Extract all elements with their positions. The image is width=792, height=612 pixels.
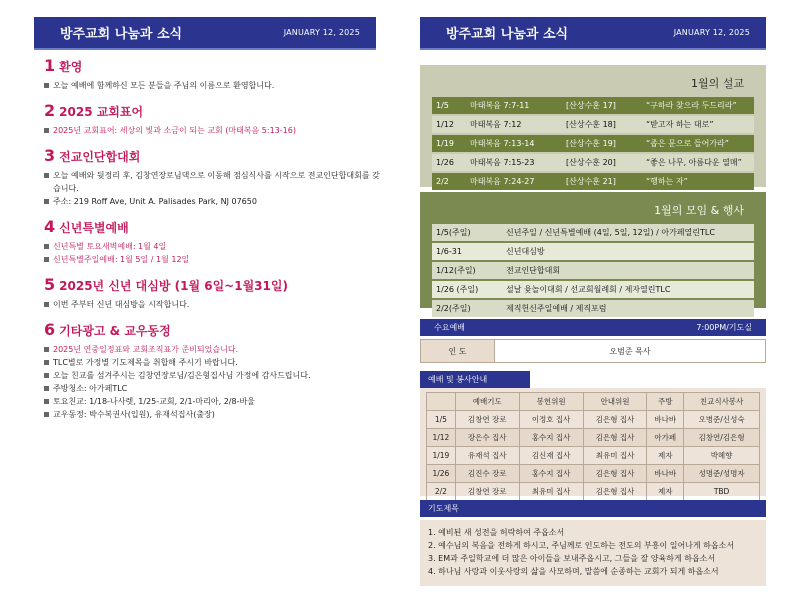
section-heading	[44, 217, 384, 236]
sermon-cell: 1/26	[436, 158, 454, 167]
sermon-cell: 2/2	[436, 177, 449, 186]
sermon-cell: “좋은 나무, 아름다운 열매”	[646, 158, 742, 167]
table-cell: 김진수 장로	[455, 465, 519, 483]
worship-label: 수요예배	[434, 323, 465, 332]
section-heading	[44, 56, 384, 75]
section-items	[44, 79, 384, 92]
worship-bar	[420, 319, 766, 336]
section-heading	[44, 146, 384, 165]
section-number: 4	[44, 217, 56, 236]
table-cell: 홍수지 집사	[519, 465, 583, 483]
section-items	[44, 240, 384, 266]
section-heading	[44, 101, 384, 120]
table-cell: 김은형 집사	[583, 429, 647, 447]
bulletin-date: JANUARY 12, 2025	[673, 28, 750, 37]
section-title: 2025 교회표어	[59, 105, 144, 119]
worship-leader-row	[420, 339, 766, 363]
column-header: 봉헌위원	[519, 393, 583, 411]
section-number: 1	[44, 56, 56, 75]
table-cell: TBD	[684, 483, 760, 501]
table-cell: 1/26	[427, 465, 456, 483]
event-row	[432, 224, 754, 241]
list-item: 오늘 예배에 함께하신 모든 분들을 주님의 이름으로 환영합니다.	[44, 79, 384, 92]
column-header: 안내위원	[583, 393, 647, 411]
table-cell: 1/19	[427, 447, 456, 465]
list-item: 주소: 219 Roff Ave, Unit A. Palisades Park, NJ 07650	[44, 195, 384, 208]
section-title: 환영	[59, 60, 83, 74]
section-title: 전교인단합대회	[59, 150, 141, 164]
table-cell: 김창연 장로	[455, 483, 519, 501]
sermon-row	[432, 116, 754, 133]
prayer-box	[420, 520, 766, 586]
section-title: 신년특별예배	[59, 221, 129, 235]
prayer-bar	[420, 500, 766, 517]
section	[44, 146, 384, 208]
events-list	[420, 224, 766, 317]
service-bar	[420, 371, 530, 388]
section	[44, 275, 384, 311]
event-row	[432, 243, 754, 260]
section-number: 6	[44, 320, 56, 339]
table-row	[427, 429, 760, 447]
table-cell: 김창연/김은형	[684, 429, 760, 447]
table-cell: 최유미 집사	[583, 447, 647, 465]
prayer-item: 2. 예수님의 복음을 전하게 하시고, 주님께로 인도하는 전도의 부흥이 일어나게 하옵소서	[428, 541, 735, 550]
list-item: 토요친교: 1/18-나사렛, 1/25-교회, 2/1-마리아, 2/8-바울	[44, 395, 384, 408]
service-label: 예배 및 봉사안내	[428, 375, 488, 384]
section-number: 5	[44, 275, 56, 294]
right-header	[420, 17, 766, 50]
events-box	[420, 192, 766, 313]
service-box	[420, 388, 766, 496]
announcements	[44, 56, 384, 430]
prayer-item: 4. 하나님 사랑과 이웃사랑의 삶을 사모하며, 말씀에 순종하는 교회가 되게 하옵소서	[428, 567, 719, 576]
sermon-cell: 1/12	[436, 120, 454, 129]
list-item: TLC별로 가정별 기도제목을 취합해 주시기 바랍니다.	[44, 356, 384, 369]
table-cell: 김창연 장로	[455, 411, 519, 429]
sermon-cell: “구하라 찾으라 두드리라”	[646, 101, 737, 110]
event-date: 1/5(주일)	[436, 228, 471, 237]
service-table	[426, 392, 760, 501]
sermon-cell: 마태복음 7:13-14	[470, 139, 535, 148]
worship-role: 인 도	[420, 339, 495, 363]
section-number: 2	[44, 101, 56, 120]
table-cell: 1/12	[427, 429, 456, 447]
section-items	[44, 298, 384, 311]
list-item: 신년특별 토요새벽예배: 1월 4일	[44, 240, 384, 253]
list-item: 오늘 예배와 뒷정리 후, 김창연장로님댁으로 이동해 점심식사를 시작으로 전교인단합대회를 갖습니다.	[44, 169, 384, 195]
table-cell: 이정호 집사	[519, 411, 583, 429]
worship-leader: 오범준 목사	[495, 339, 766, 363]
sermon-cell: “좁은 문으로 들어가라”	[646, 139, 729, 148]
table-row	[427, 411, 760, 429]
section-items	[44, 343, 384, 421]
sermon-row	[432, 173, 754, 190]
column-header	[427, 393, 456, 411]
section-number: 3	[44, 146, 56, 165]
sermon-cell: 1/5	[436, 101, 449, 110]
section	[44, 217, 384, 266]
section-title: 기타광고 & 교우동정	[59, 324, 171, 338]
prayer-label: 기도제목	[428, 504, 459, 513]
table-cell: 바나바	[647, 465, 684, 483]
section	[44, 320, 384, 421]
event-desc: 제직헌신주일예배 / 제직포럼	[506, 304, 607, 313]
list-item: 이번 주부터 신년 대심방을 시작합니다.	[44, 298, 384, 311]
table-cell: 장은수 집사	[455, 429, 519, 447]
bulletin-title: 방주교회 나눔과 소식	[446, 27, 569, 42]
prayer-list	[420, 520, 766, 584]
table-cell: 김신재 집사	[519, 447, 583, 465]
table-row	[427, 483, 760, 501]
sermon-cell: 1/19	[436, 139, 454, 148]
section-title: 2025년 신년 대심방 (1월 6일~1월31일)	[59, 279, 288, 293]
sermon-list	[420, 97, 766, 190]
sermon-box	[420, 65, 766, 187]
table-cell: 1/5	[427, 411, 456, 429]
table-cell: 김은형 집사	[583, 483, 647, 501]
section-heading	[44, 320, 384, 339]
table-cell: 바나바	[647, 411, 684, 429]
list-item: 신년특별주일예배: 1월 5일 / 1월 12일	[44, 253, 384, 266]
list-item: 오늘 친교를 섬겨주시는 김창연장로님/김은형집사님 가정에 감사드립니다.	[44, 369, 384, 382]
event-row	[432, 262, 754, 279]
event-date: 2/2(주일)	[436, 304, 471, 313]
section	[44, 101, 384, 137]
column-header: 주방	[647, 393, 684, 411]
table-row	[427, 465, 760, 483]
column-header: 예배기도	[455, 393, 519, 411]
list-item: 주방청소: 아가페TLC	[44, 382, 384, 395]
bulletin-date: JANUARY 12, 2025	[283, 28, 360, 37]
table-cell: 제자	[647, 447, 684, 465]
event-date: 1/6-31	[436, 247, 462, 256]
event-row	[432, 300, 754, 317]
sermon-row	[432, 154, 754, 171]
column-header: 친교식사봉사	[684, 393, 760, 411]
event-date: 1/26 (주일)	[436, 285, 479, 294]
sermon-row	[432, 97, 754, 114]
table-cell: 아가페	[647, 429, 684, 447]
sermon-cell: “행하는 자”	[646, 177, 688, 186]
table-cell: 성명준/성명자	[684, 465, 760, 483]
sermon-cell: [산상수훈 20]	[566, 158, 616, 167]
bulletin-title: 방주교회 나눔과 소식	[60, 27, 183, 42]
table-cell: 김은형 집사	[583, 411, 647, 429]
section-items	[44, 169, 384, 208]
sermon-cell: 마태복음 7:24-27	[470, 177, 535, 186]
sermon-cell: 마태복음 7:7-11	[470, 101, 530, 110]
section	[44, 56, 384, 92]
worship-time: 7:00PM/기도실	[696, 323, 752, 332]
sermon-cell: 마태복음 7:12	[470, 120, 522, 129]
sermon-cell: [산상수훈 18]	[566, 120, 616, 129]
event-desc: 신년대심방	[506, 247, 545, 256]
events-title: 1월의 모임 & 행사	[654, 204, 744, 217]
table-cell: 최유미 집사	[519, 483, 583, 501]
table-header	[427, 393, 760, 411]
table-cell: 2/2	[427, 483, 456, 501]
sermon-cell: “받고자 하는 대로”	[646, 120, 714, 129]
sermon-cell: [산상수훈 21]	[566, 177, 616, 186]
table-cell: 김은형 집사	[583, 465, 647, 483]
sermon-cell: [산상수훈 17]	[566, 101, 616, 110]
event-desc: 전교인단합대회	[506, 266, 561, 275]
table-cell: 오병준/신성숙	[684, 411, 760, 429]
prayer-item: 1. 예비된 새 성전을 허락하여 주옵소서	[428, 528, 565, 537]
table-cell: 홍수지 집사	[519, 429, 583, 447]
list-item: 2025년 연중일정표와 교회조직표가 준비되었습니다.	[44, 343, 384, 356]
table-cell: 유재석 집사	[455, 447, 519, 465]
table-cell: 제자	[647, 483, 684, 501]
event-desc: 설날 윷놀이대회 / 선교회월례회 / 제자열린TLC	[506, 285, 671, 294]
list-item: 2025년 교회표어: 세상의 빛과 소금이 되는 교회 (마태복음 5:13-16)	[44, 124, 384, 137]
sermon-cell: 마태복음 7:15-23	[470, 158, 535, 167]
list-item: 교우동정: 박수복권사(입원), 유재석집사(출장)	[44, 408, 384, 421]
section-heading	[44, 275, 384, 294]
sermon-row	[432, 135, 754, 152]
sermon-cell: [산상수훈 19]	[566, 139, 616, 148]
left-header	[34, 17, 376, 50]
sermon-title: 1월의 설교	[691, 77, 744, 90]
section-items	[44, 124, 384, 137]
table-cell: 박혜향	[684, 447, 760, 465]
event-desc: 신년주일 / 신년특별예배 (4일, 5일, 12일) / 아가페열린TLC	[506, 228, 715, 237]
prayer-item: 3. EM과 주일학교에 더 많은 아이들을 보내주옵시고, 그들을 잘 양육하게 하옵소서	[428, 554, 716, 563]
table-row	[427, 447, 760, 465]
event-row	[432, 281, 754, 298]
event-date: 1/12(주일)	[436, 266, 476, 275]
